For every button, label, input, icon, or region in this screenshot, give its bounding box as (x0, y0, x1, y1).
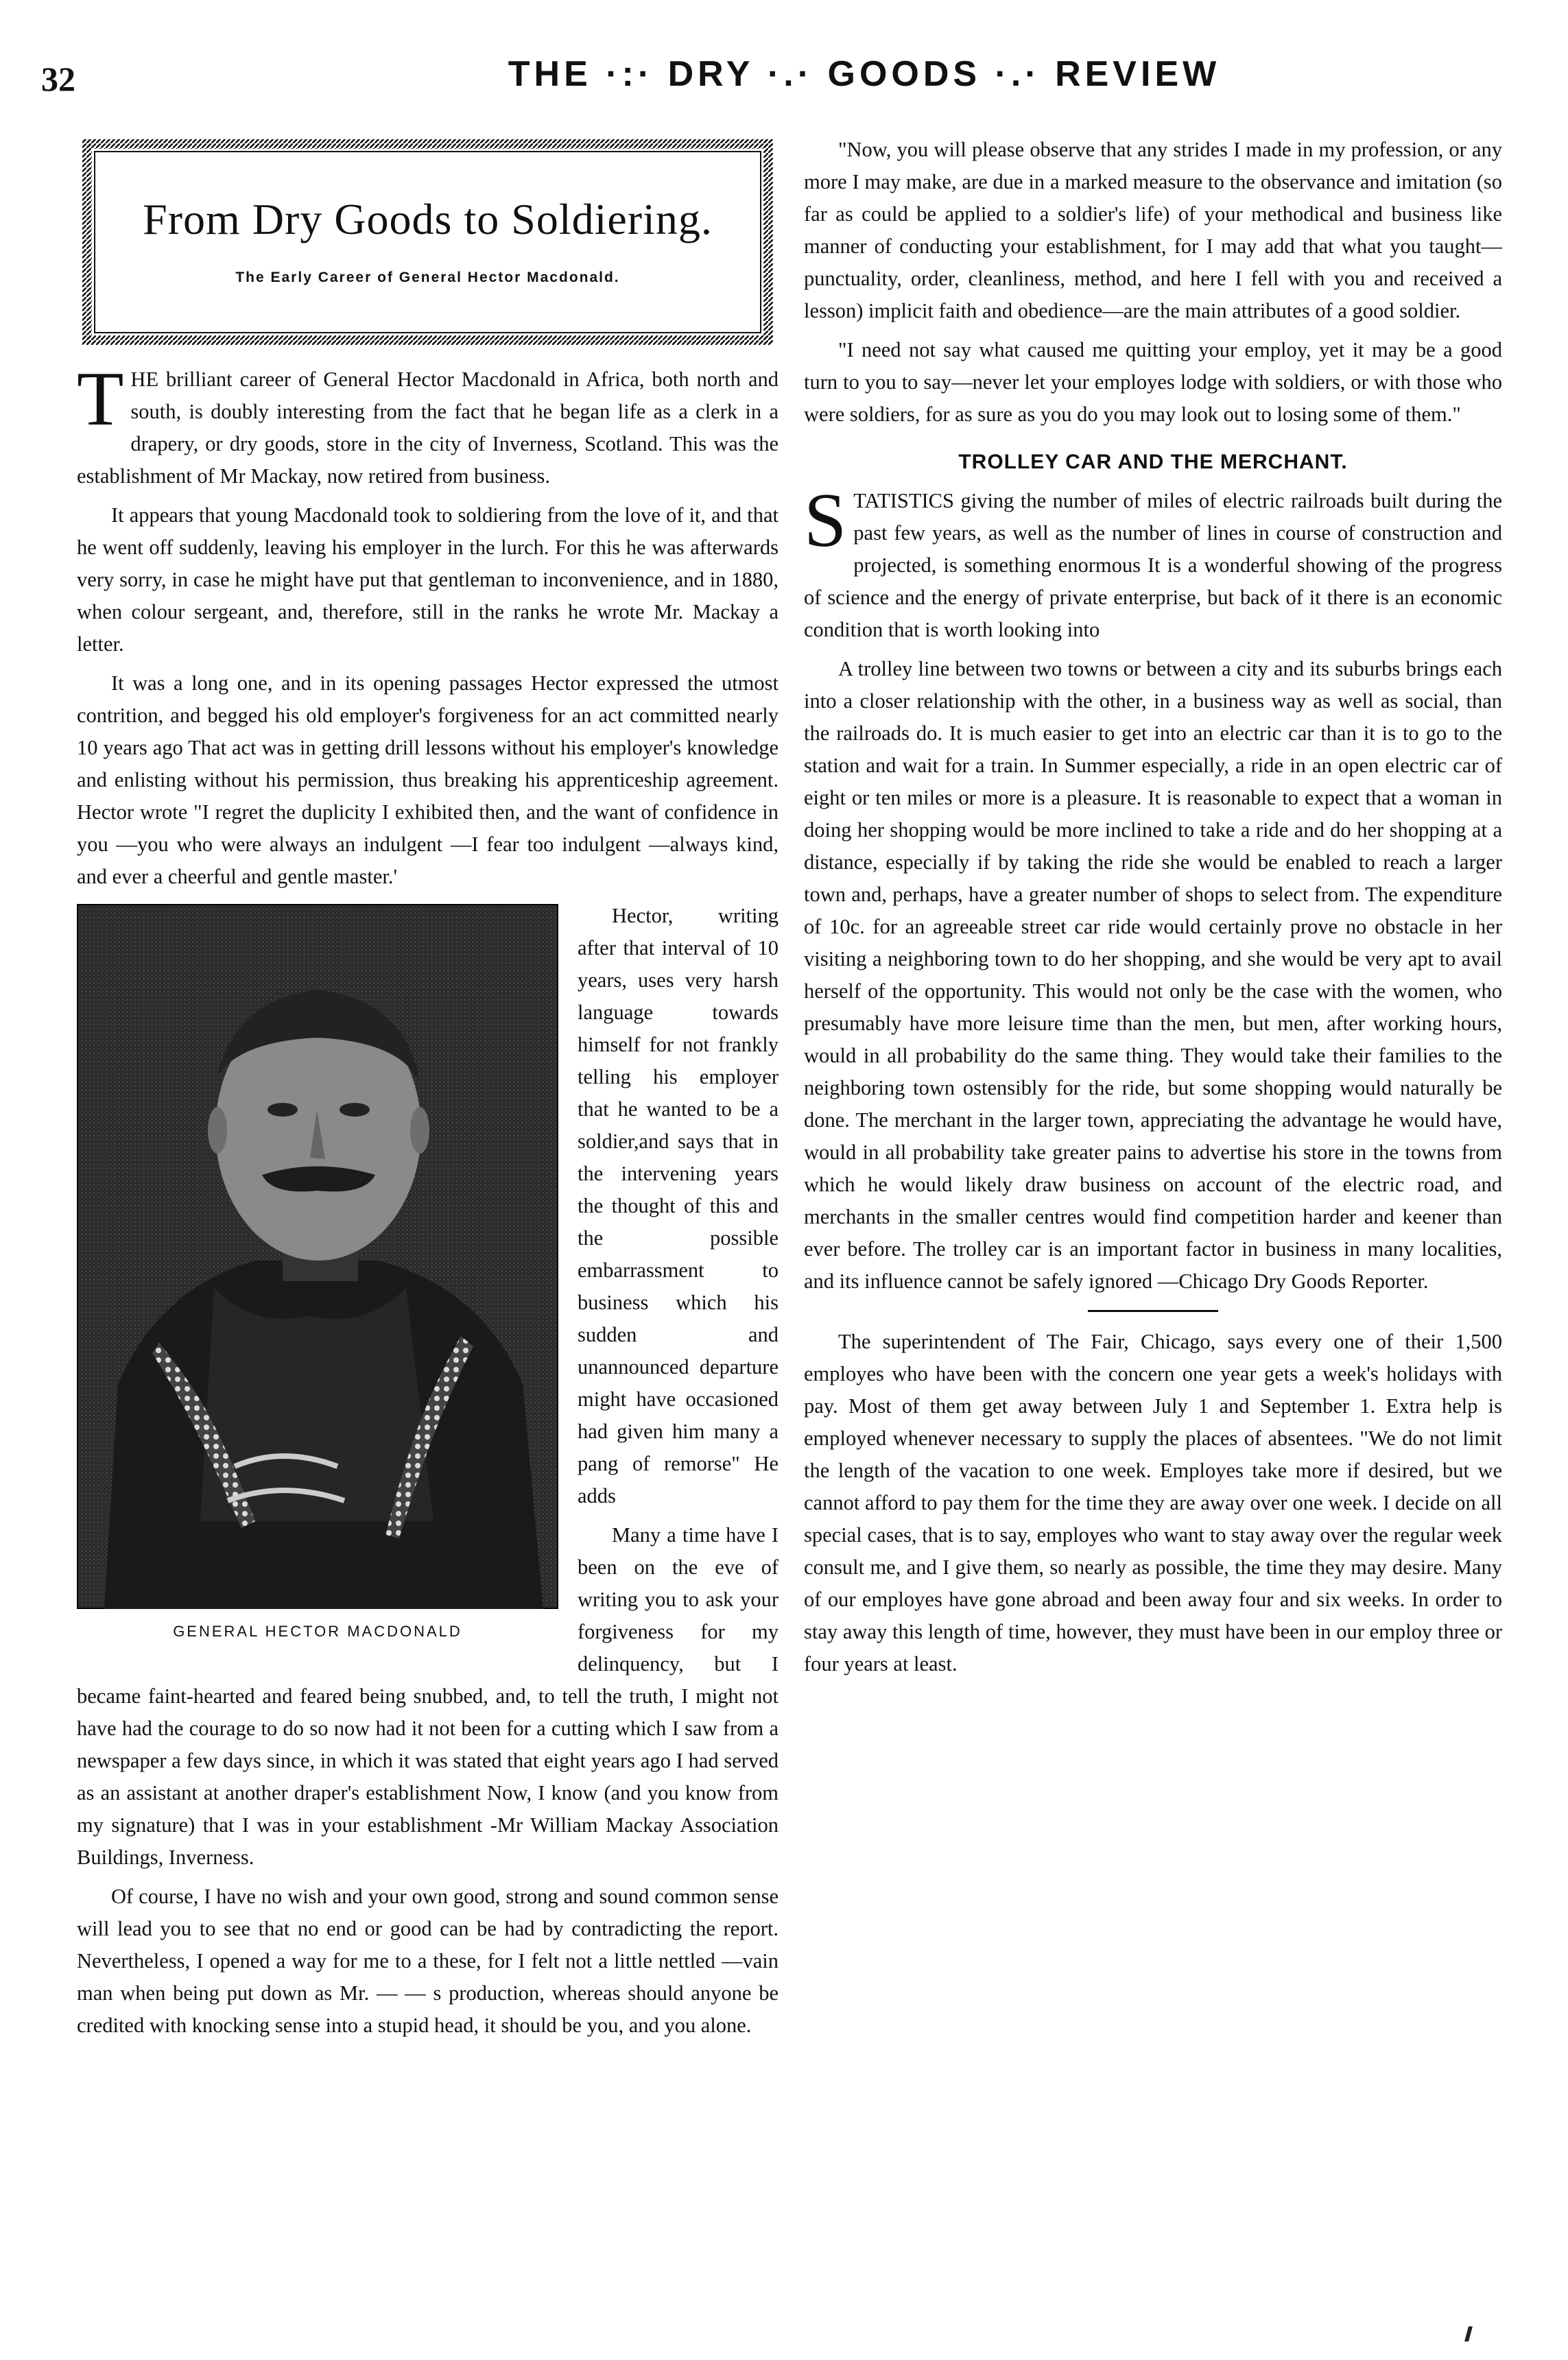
paragraph-text: HE brilliant career of General Hector Macdonald in Africa, both north and south, is doubly interesting from the fact that he began life as a clerk in a drapery, or dry goods, store in the city of Inverness, Scotland. This was the establishment of Mr Mackay, now retired from business. (77, 368, 779, 488)
masthead (41, 53, 1523, 115)
article-paragraph: Hector, writing after that interval of 10 years, uses very harsh language towards himself for not frankly telling his employer that he wanted to be a soldier,and says that in the intervening years the thought of this and the possible embarrassment to business which his sudden and unannounced departure might have occasioned had given him many a pang of remorse" He adds (578, 904, 779, 1507)
right-column (804, 134, 1502, 1687)
article-paragraph: Many a time have I been on the eve of writing you to ask your forgiveness for my delinquency, but I became faint-hearted and feared being snubbed, and, to tell the truth, I might not have had the courage to do so now had it not been for a cutting which I saw from a newspaper a few days since, in which it was stated that eight years ago I had served as an assistant at another draper's establishment Now, I know (and you know from my signature) that I was in your establishment -Mr William Mackay Association Buildings, Inverness. (77, 1523, 779, 1869)
paragraph-text: TATISTICS giving the number of miles of electric railroads built during the past few years, as well as the number of lines in course of construction and projected, is something enormous It is a wonderful showing of the progress of science and the energy of private enterprise, but back of it there is an economic condition that is worth looking into (804, 489, 1502, 641)
section-divider (1088, 1310, 1218, 1312)
article-paragraph: The superintendent of The Fair, Chicago, says every one of their 1,500 employes who have been with the concern one year gets a week's holidays with pay. Most of them get away between July 1 and September 1. Extra help is employed whenever necessary to supply the places of absentees. "We do not limit the length of the vacation to one week. Employes take more if desired, but we cannot afford to pay them for the time they are away over one week. I decide on all special cases, that is to say, employes who want to stay away over the regular week consult me, and I give them, so nearly as possible, the time they may desire. Many of our employes have gone abroad and been away four and six weeks. In order to stay away this length of time, however, they must have been in our employ three or four years at least. (804, 1330, 1502, 1676)
page-number: 32 (41, 60, 75, 98)
article-title-box (77, 134, 779, 350)
article-paragraph: Of course, I have no wish and your own good, strong and sound common sense will lead you to see that no end or good can be had by contradicting the report. Nevertheless, I opened a way for me to a these, for I felt not a little nettled —vain man when being put down as Mr. — — s production, whereas should anyone be credited with knocking sense into a stupid head, it should be you, and you alone. (77, 1885, 779, 2037)
drop-cap: T (77, 357, 124, 442)
section-heading: TROLLEY CAR AND THE MERCHANT. (958, 451, 1348, 473)
article-subtitle: The Early Career of General Hector Macdonald. (235, 270, 620, 285)
publication-title: THE ·:· DRY ·.· GOODS ·.· REVIEW (508, 54, 1221, 94)
article-title: From Dry Goods to Soldiering. (143, 195, 713, 243)
portrait-photo (77, 904, 558, 1609)
article-paragraph (77, 357, 779, 492)
article-paragraph (804, 478, 1502, 646)
print-mark (1464, 2326, 1473, 2341)
article-paragraph: It was a long one, and in its opening passages Hector expressed the utmost contrition, and begged his old employer's forgiveness for an act committed nearly 10 years ago That act was in getting drill lessons without his employer's knowledge and enlisting without his permission, thus breaking his apprenticeship agreement. Hector wrote "I regret the duplicity I exhibited then, and the want of confidence in you —you who were always an indulgent —I fear too indulgent —always kind, and ever a cheerful and gentle master.' (77, 671, 779, 888)
article-paragraph: A trolley line between two towns or between a city and its suburbs brings each into a closer relationship with the other, in a business way as well as social, than the railroads do. It is much easier to get into an electric car than it is to go to the station and wait for a train. In Summer especially, a ride in an open electric car of eight or ten miles or more is a pleasure. It is reasonable to expect that a woman in doing her shopping would be more inclined to take a ride and do her shopping at a distance, especially if by taking the ride she would be enabled to reach a larger town and, perhaps, have a greater number of shops to select from. The expenditure of 10c. for an agreeable street car ride would certainly prove no obstacle in her visiting a neighboring town to do her shopping, and she would be very apt to avail herself of the opportunity. This would not only be the case with the women, who presumably have more leisure time than the men, but men, after working hours, would in all probability do the same thing. They would take their families to the neighboring town ostensibly for the ride, but some shopping would naturally be done. The merchant in the larger town, appreciating the advantage he would have, would in all probability take greater pains to advertise his store in the towns from which he would likely draw business on account of the electric road, and merchants in the smaller centres would find competition harder and keener than ever before. The trolley car is an important factor in business in many localities, and its influence cannot be safely ignored —Chicago Dry Goods Reporter. (804, 657, 1502, 1293)
general-portrait-figure (77, 904, 558, 1642)
drop-cap: S (804, 478, 847, 563)
photo-caption: GENERAL HECTOR MACDONALD (173, 1623, 462, 1640)
article-paragraph: It appears that young Macdonald took to soldiering from the love of it, and that he went off suddenly, leaving his employer in the lurch. For this he was afterwards very sorry, in case he might have put that gentleman to inconvenience, and in 1880, when colour sergeant, and, therefore, still in the ranks he wrote Mr. Mackay a letter. (77, 503, 779, 656)
article-paragraph: "I need not say what caused me quitting your employ, yet it may be a good turn to you to say—never let your employes lodge with soldiers, or with those who were soldiers, for as sure as you do you may look out to losing some of them." (804, 338, 1502, 426)
left-column (77, 357, 779, 2049)
article-paragraph: "Now, you will please observe that any strides I made in my profession, or any more I may make, are due in a marked measure to the observance and imitation (so far as could be applied to a soldier's life) of your methodical and business like manner of conducting your establishment, for I may add that what you taught—punctuality, order, cleanliness, method, and here I fell with you and received a lesson) implicit faith and obedience—are the main attributes of a good soldier. (804, 138, 1502, 322)
